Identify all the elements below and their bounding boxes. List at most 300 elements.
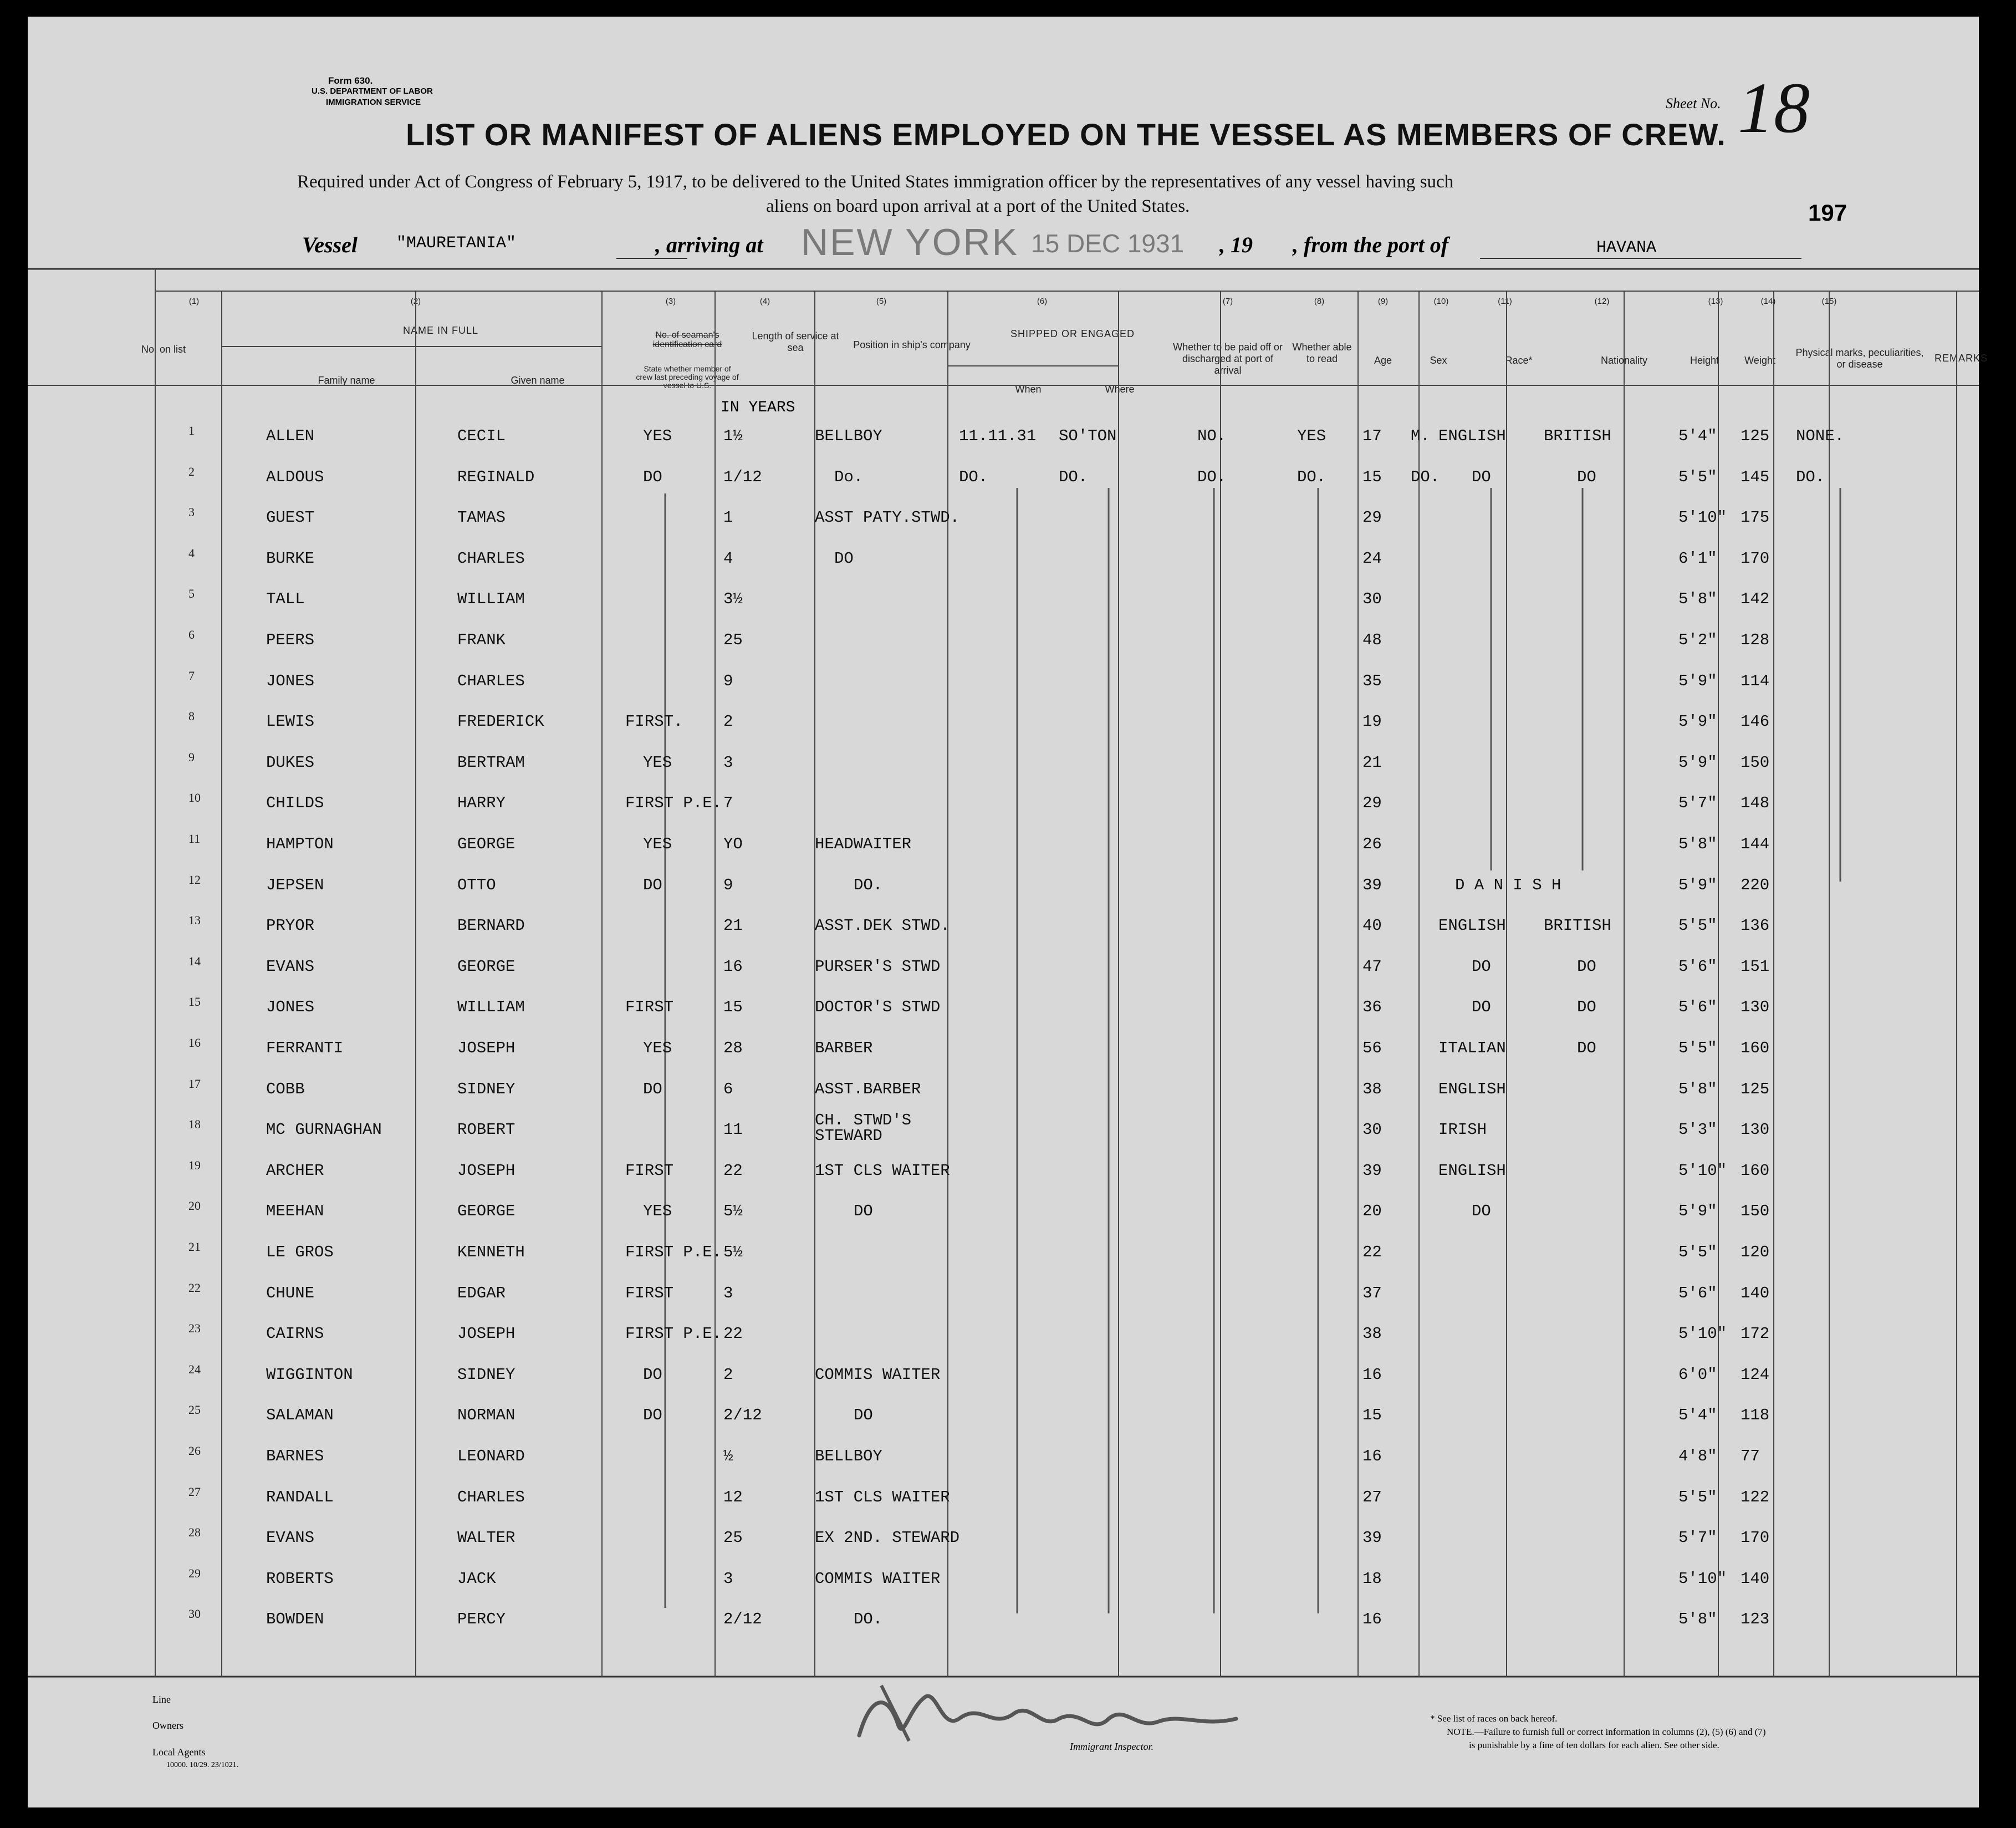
weight: 120	[1741, 1243, 1770, 1261]
column-number: (8)	[1314, 297, 1325, 306]
nationality: BRITISH	[1544, 427, 1611, 445]
given-name: SIDNEY	[457, 1365, 516, 1384]
given-name: JOSEPH	[457, 1161, 516, 1180]
service-length: YO	[723, 835, 743, 853]
ship-position: PURSER'S STWD	[815, 957, 941, 976]
weight: 123	[1741, 1610, 1770, 1629]
ship-position: DO	[854, 1406, 873, 1425]
previous-voyage: FIRST P.E.	[625, 1243, 722, 1261]
column-number: (12)	[1594, 297, 1610, 306]
row-number: 22	[188, 1280, 201, 1295]
header-shipped-engaged: SHIPPED OR ENGAGED	[1010, 328, 1135, 339]
ship-position: DO	[834, 549, 854, 568]
form-number: Form 630.	[328, 75, 373, 86]
family-name: PRYOR	[266, 916, 315, 935]
ship-position: EX 2ND. STEWARD	[815, 1529, 960, 1547]
family-name: RANDALL	[266, 1488, 334, 1506]
age: 38	[1362, 1325, 1382, 1343]
header-state-whether: State whether member of crew last preceding voyage of vessel to U.S.	[636, 364, 739, 390]
row-number: 2	[188, 464, 195, 478]
given-name: NORMAN	[457, 1406, 516, 1425]
height: 5'8"	[1678, 1610, 1717, 1629]
service-length: 21	[723, 916, 743, 935]
nationality: BRITISH	[1544, 916, 1611, 935]
shipped-when: DO.	[959, 467, 988, 486]
previous-voyage: FIRST	[625, 1284, 674, 1302]
header-length-service: Length of service at sea	[752, 330, 839, 353]
height: 5'5"	[1678, 1488, 1717, 1506]
row-number: 7	[188, 668, 195, 683]
service-length: 22	[723, 1325, 743, 1343]
family-name: EVANS	[266, 1529, 315, 1547]
ship-position: DO.	[854, 875, 883, 894]
arrival-port-stamp: NEW YORK	[801, 221, 1019, 263]
previous-voyage: DO	[643, 1080, 662, 1098]
column-number: (7)	[1222, 297, 1233, 306]
weight: 160	[1741, 1161, 1770, 1180]
weight: 146	[1741, 712, 1770, 731]
weight: 125	[1741, 1080, 1770, 1098]
sheet-label: Sheet No.	[1666, 95, 1721, 111]
previous-voyage: YES	[643, 835, 672, 853]
ship-position: 1ST CLS WAITER	[815, 1161, 950, 1180]
previous-voyage: DO	[643, 875, 662, 894]
height: 5'6"	[1678, 957, 1717, 976]
given-name: FRANK	[457, 631, 506, 649]
from-port-label: , from the port of	[1293, 232, 1449, 257]
height: 4'8"	[1678, 1447, 1717, 1465]
footnote-note: NOTE.—Failure to furnish full or correct information in columns (2), (5) (6) and (7)	[1447, 1727, 1766, 1737]
subtitle-line-2: aliens on board upon arrival at a port of the United States.	[766, 196, 1190, 216]
weight: 125	[1741, 427, 1770, 445]
age: 39	[1362, 1161, 1382, 1180]
ship-position: 1ST CLS WAITER	[815, 1488, 950, 1506]
race: ITALIAN	[1438, 1039, 1506, 1057]
arrival-date-stamp: 15 DEC 1931	[1031, 229, 1185, 258]
race: ENGLISH	[1438, 1161, 1506, 1180]
family-name: CHILDS	[266, 794, 324, 813]
page-title: LIST OR MANIFEST OF ALIENS EMPLOYED ON THE VESSEL AS MEMBERS OF CREW.	[406, 117, 1726, 152]
ship-position: HEADWAITER	[815, 835, 912, 853]
department-name: U.S. DEPARTMENT OF LABOR	[312, 86, 433, 96]
given-name: LEONARD	[457, 1447, 525, 1465]
given-name: TAMAS	[457, 508, 506, 527]
age: 18	[1362, 1569, 1382, 1588]
given-name: EDGAR	[457, 1284, 506, 1302]
column-number: (4)	[759, 297, 770, 306]
footer-agents-label: Local Agents	[152, 1746, 206, 1758]
weight: 114	[1741, 671, 1770, 690]
age: 27	[1362, 1488, 1382, 1506]
family-name: EVANS	[266, 957, 315, 976]
column-number: (6)	[1037, 297, 1048, 306]
weight: 144	[1741, 835, 1770, 853]
previous-voyage: FIRST	[625, 998, 674, 1017]
family-name: ALLEN	[266, 427, 315, 445]
service-name: IMMIGRATION SERVICE	[326, 98, 421, 107]
given-name: ROBERT	[457, 1121, 516, 1139]
age: 16	[1362, 1610, 1382, 1629]
age: 16	[1362, 1365, 1382, 1384]
previous-voyage: DO	[643, 1365, 662, 1384]
age: 29	[1362, 508, 1382, 527]
height: 5'2"	[1678, 631, 1717, 649]
row-number: 21	[188, 1240, 201, 1254]
column-number: (15)	[1821, 297, 1837, 306]
sex: M.	[1411, 427, 1430, 445]
family-name: CAIRNS	[266, 1325, 324, 1343]
previous-voyage: YES	[643, 427, 672, 445]
family-name: GUEST	[266, 508, 315, 527]
row-number: 23	[188, 1321, 201, 1336]
able-to-read: DO.	[1297, 467, 1326, 486]
arriving-label: , arriving at	[655, 232, 763, 257]
sheet-number: 18	[1738, 68, 1810, 148]
age: 39	[1362, 1529, 1382, 1547]
column-number: (13)	[1708, 297, 1723, 306]
given-name: JOSEPH	[457, 1039, 516, 1057]
previous-voyage: FIRST P.E.	[625, 1325, 722, 1343]
age: 20	[1362, 1202, 1382, 1221]
header-height: Height	[1690, 355, 1719, 366]
weight: 150	[1741, 753, 1770, 772]
service-length: 11	[723, 1121, 743, 1139]
weight: 148	[1741, 794, 1770, 813]
column-number: (10)	[1433, 297, 1449, 306]
family-name: BOWDEN	[266, 1610, 324, 1629]
height: 5'9"	[1678, 671, 1717, 690]
weight: 136	[1741, 916, 1770, 935]
ship-position: ASST.BARBER	[815, 1080, 921, 1098]
height: 5'5"	[1678, 1243, 1717, 1261]
weight: 122	[1741, 1488, 1770, 1506]
header-given-name: Given name	[511, 375, 565, 386]
height: 5'7"	[1678, 1529, 1717, 1547]
previous-voyage: FIRST	[625, 1161, 674, 1180]
service-length: 2	[723, 1365, 733, 1384]
header-position: Position in ship's company	[853, 339, 971, 350]
weight: 77	[1741, 1447, 1760, 1465]
header-paid-off: Whether to be paid off or discharged at port of arrival	[1173, 342, 1283, 376]
header-when: When	[1015, 384, 1042, 395]
column-number: (3)	[665, 297, 676, 306]
row-number: 20	[188, 1199, 201, 1213]
height: 6'0"	[1678, 1365, 1717, 1384]
age: 36	[1362, 998, 1382, 1017]
height: 5'8"	[1678, 835, 1717, 853]
service-length: 1/12	[723, 467, 762, 486]
previous-voyage: FIRST.	[625, 712, 683, 731]
race: DO	[1472, 467, 1491, 486]
ship-position: ASST PATY.STWD.	[815, 508, 960, 527]
service-length: 2/12	[723, 1610, 762, 1629]
row-number: 11	[188, 832, 201, 846]
service-length: 3½	[723, 590, 743, 609]
age: 38	[1362, 1080, 1382, 1098]
weight: 118	[1741, 1406, 1770, 1425]
service-length: 1	[723, 508, 733, 527]
given-name: WILLIAM	[457, 590, 525, 609]
ship-position: COMMIS WAITER	[815, 1569, 941, 1588]
age: 40	[1362, 916, 1382, 935]
header-no-on-list: No. on list	[141, 344, 186, 355]
given-name: CHARLES	[457, 549, 525, 568]
height: 5'8"	[1678, 590, 1717, 609]
service-length: 25	[723, 631, 743, 649]
given-name: CHARLES	[457, 1488, 525, 1506]
height: 5'6"	[1678, 998, 1717, 1017]
header-seaman-id: No. of seaman's identification card	[652, 330, 722, 349]
height: 5'10"	[1678, 1569, 1727, 1588]
service-length: 9	[723, 875, 733, 894]
row-number: 17	[188, 1076, 201, 1091]
given-name: JOSEPH	[457, 1325, 516, 1343]
subtitle-line-1: Required under Act of Congress of February 5, 1917, to be delivered to the United States immigration officer by the representatives of any vessel having such	[297, 172, 1454, 192]
row-number: 28	[188, 1525, 201, 1540]
age: 22	[1362, 1243, 1382, 1261]
ship-position: DOCTOR'S STWD	[815, 998, 941, 1017]
service-length: 12	[723, 1488, 743, 1506]
given-name: KENNETH	[457, 1243, 525, 1261]
age: 16	[1362, 1447, 1382, 1465]
race: DO	[1472, 1202, 1491, 1221]
footer-line-label: Line	[152, 1694, 171, 1705]
service-length: 5½	[723, 1202, 743, 1221]
service-length: 5½	[723, 1243, 743, 1261]
row-number: 14	[188, 954, 201, 968]
header-remarks: REMARKS	[1935, 353, 1988, 364]
signature-caption: Immigrant Inspector.	[1070, 1741, 1154, 1752]
family-name: JONES	[266, 998, 315, 1017]
given-name: REGINALD	[457, 467, 535, 486]
weight: 142	[1741, 590, 1770, 609]
race: ENGLISH	[1438, 427, 1506, 445]
weight: 151	[1741, 957, 1770, 976]
family-name: JEPSEN	[266, 875, 324, 894]
family-name: TALL	[266, 590, 305, 609]
vessel-label: Vessel	[302, 232, 358, 257]
given-name: GEORGE	[457, 1202, 516, 1221]
height: 5'10"	[1678, 508, 1727, 527]
race: DO	[1472, 957, 1491, 976]
able-to-read: YES	[1297, 427, 1326, 445]
family-name: LEWIS	[266, 712, 315, 731]
footnote-fine: is punishable by a fine of ten dollars for each alien. See other side.	[1469, 1740, 1719, 1750]
row-number: 24	[188, 1362, 201, 1376]
header-family-name: Family name	[318, 375, 375, 386]
ship-position: DO	[854, 1202, 873, 1221]
ship-position: COMMIS WAITER	[815, 1365, 941, 1384]
column-number: (11)	[1498, 297, 1512, 306]
race: ENGLISH	[1438, 1080, 1506, 1098]
service-length: 7	[723, 794, 733, 813]
service-length: 2	[723, 712, 733, 731]
from-port-value: HAVANA	[1596, 238, 1657, 257]
header-weight: Weight	[1744, 355, 1775, 366]
given-name: WILLIAM	[457, 998, 525, 1017]
service-length: 4	[723, 549, 733, 568]
family-name: PEERS	[266, 631, 315, 649]
weight: 175	[1741, 508, 1770, 527]
age: 29	[1362, 794, 1382, 813]
age: 37	[1362, 1284, 1382, 1302]
weight: 160	[1741, 1039, 1770, 1057]
row-number: 26	[188, 1444, 201, 1458]
service-length: 1½	[723, 427, 743, 445]
height: 5'5"	[1678, 1039, 1717, 1057]
given-name: BERTRAM	[457, 753, 525, 772]
age: 39	[1362, 875, 1382, 894]
nationality: DO	[1577, 467, 1596, 486]
height: 5'9"	[1678, 753, 1717, 772]
age: 30	[1362, 1121, 1382, 1139]
ship-position: Do.	[834, 467, 864, 486]
footer-print-code: 10000. 10/29. 23/1021.	[166, 1761, 239, 1769]
row-number: 29	[188, 1566, 201, 1580]
header-physical-marks: Physical marks, peculiarities, or disease	[1795, 347, 1924, 370]
age: 56	[1362, 1039, 1382, 1057]
age: 15	[1362, 467, 1382, 486]
physical-marks: DO.	[1796, 467, 1825, 486]
weight: 130	[1741, 998, 1770, 1017]
shipped-where: SO'TON	[1059, 427, 1117, 445]
weight: 124	[1741, 1365, 1770, 1384]
family-name: ALDOUS	[266, 467, 324, 486]
age: 35	[1362, 671, 1382, 690]
ship-position: BARBER	[815, 1039, 873, 1057]
age: 21	[1362, 753, 1382, 772]
row-number: 3	[188, 505, 195, 520]
given-name: CECIL	[457, 427, 506, 445]
height: 5'5"	[1678, 467, 1717, 486]
ship-position: CH. STWD'S STEWARD	[815, 1111, 912, 1145]
service-length: 9	[723, 671, 733, 690]
age: 30	[1362, 590, 1382, 609]
weight: 145	[1741, 467, 1770, 486]
column-number: (9)	[1377, 297, 1389, 306]
nationality: DO	[1577, 998, 1596, 1017]
row-number: 5	[188, 587, 195, 601]
service-length: ½	[723, 1447, 733, 1465]
physical-marks: NONE.	[1796, 427, 1845, 445]
age: 47	[1362, 957, 1382, 976]
column-number: (14)	[1760, 297, 1776, 306]
inspector-signature	[848, 1674, 1292, 1752]
family-name: FERRANTI	[266, 1039, 344, 1057]
service-length: 22	[723, 1161, 743, 1180]
previous-voyage: YES	[643, 1202, 672, 1221]
age: 19	[1362, 712, 1382, 731]
race: ENGLISH	[1438, 916, 1506, 935]
height: 5'9"	[1678, 712, 1717, 731]
family-name: LE GROS	[266, 1243, 334, 1261]
given-name: SIDNEY	[457, 1080, 516, 1098]
service-length: 2/12	[723, 1406, 762, 1425]
family-name: JONES	[266, 671, 315, 690]
height: 5'9"	[1678, 875, 1717, 894]
header-race: Race*	[1505, 355, 1533, 366]
row-number: 12	[188, 872, 201, 887]
service-length: 3	[723, 753, 733, 772]
previous-voyage: DO	[643, 467, 662, 486]
family-name: ROBERTS	[266, 1569, 334, 1588]
given-name: HARRY	[457, 794, 506, 813]
service-length: 3	[723, 1284, 733, 1302]
page-number: 197	[1808, 200, 1847, 226]
height: 5'3"	[1678, 1121, 1717, 1139]
height: 5'9"	[1678, 1202, 1717, 1221]
footnote-races: * See list of races on back hereof.	[1430, 1713, 1558, 1724]
row-number: 8	[188, 709, 195, 724]
age: 17	[1362, 427, 1382, 445]
service-length: 16	[723, 957, 743, 976]
row-number: 25	[188, 1403, 201, 1417]
header-name-in-full: NAME IN FULL	[402, 325, 479, 336]
age: 48	[1362, 631, 1382, 649]
race: IRISH	[1438, 1121, 1487, 1139]
family-name: MEEHAN	[266, 1202, 324, 1221]
row-number: 10	[188, 791, 201, 805]
given-name: GEORGE	[457, 957, 516, 976]
nationality: DO	[1577, 1039, 1596, 1057]
column-number: (2)	[410, 297, 421, 306]
service-length: 28	[723, 1039, 743, 1057]
row-number: 4	[188, 546, 195, 560]
service-length: 15	[723, 998, 743, 1017]
family-name: COBB	[266, 1080, 305, 1098]
vessel-name: "MAURETANIA"	[396, 234, 517, 253]
paid-off: DO.	[1197, 467, 1227, 486]
ship-position: DO.	[854, 1610, 883, 1629]
previous-voyage: DO	[643, 1406, 662, 1425]
height: 5'10"	[1678, 1161, 1727, 1180]
family-name: DUKES	[266, 753, 315, 772]
height: 5'10"	[1678, 1325, 1727, 1343]
header-able-read: Whether able to read	[1292, 342, 1352, 364]
row-number: 9	[188, 750, 195, 764]
family-name: WIGGINTON	[266, 1365, 353, 1384]
sex: DO.	[1411, 467, 1440, 486]
height: 5'5"	[1678, 916, 1717, 935]
given-name: JACK	[457, 1569, 496, 1588]
height: 5'7"	[1678, 794, 1717, 813]
row-number: 15	[188, 995, 201, 1009]
column-number: (1)	[188, 297, 200, 306]
given-name: PERCY	[457, 1610, 506, 1629]
family-name: BURKE	[266, 549, 315, 568]
header-where: Where	[1105, 384, 1135, 395]
family-name: HAMPTON	[266, 835, 334, 853]
given-name: OTTO	[457, 875, 496, 894]
height: 6'1"	[1678, 549, 1717, 568]
family-name: CHUNE	[266, 1284, 315, 1302]
service-length: 3	[723, 1569, 733, 1588]
age: 15	[1362, 1406, 1382, 1425]
given-name: CHARLES	[457, 671, 525, 690]
weight: 130	[1741, 1121, 1770, 1139]
previous-voyage: YES	[643, 1039, 672, 1057]
given-name: BERNARD	[457, 916, 525, 935]
weight: 172	[1741, 1325, 1770, 1343]
row-number: 13	[188, 913, 201, 928]
row-number: 16	[188, 1036, 201, 1050]
previous-voyage: FIRST P.E.	[625, 794, 722, 813]
header-age: Age	[1374, 355, 1392, 366]
age: 26	[1362, 835, 1382, 853]
row-number: 27	[188, 1484, 201, 1499]
header-sex: Sex	[1430, 355, 1447, 366]
race: D A N I S H	[1455, 875, 1561, 894]
